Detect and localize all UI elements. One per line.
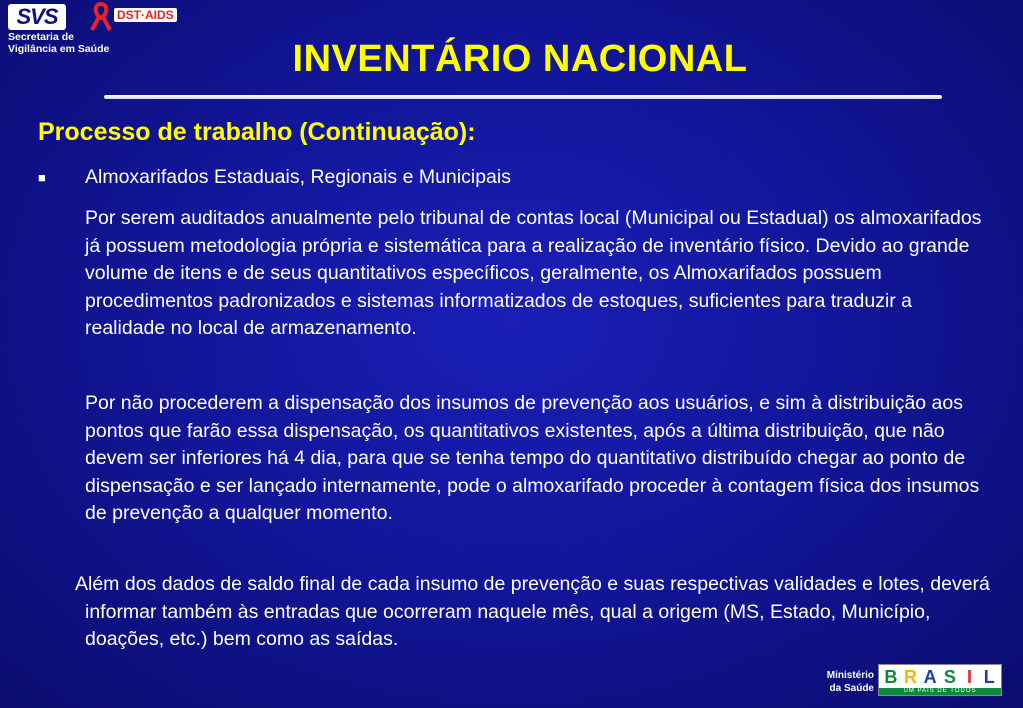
dst-aids-label: DST·AIDS bbox=[114, 8, 177, 22]
svs-logo-mark: SVS bbox=[8, 4, 66, 30]
paragraph-3: Além dos dados de saldo final de cada insumo de prevenção e suas respectivas validades e lotes, deverá informar também às entradas que ocorreram naquele mês, qual a origem (MS, Estado, Município, doações, etc.) bem como as saídas. bbox=[75, 573, 990, 650]
square-bullet-icon: ■ bbox=[38, 170, 46, 185]
brasil-letter: I bbox=[967, 667, 973, 687]
ministry-label bbox=[808, 669, 874, 695]
brasil-letter: S bbox=[943, 667, 956, 687]
paragraph-2: Por não procederem a dispensação dos insumos de prevenção aos usuários, e sim à distribuição aos pontos que farão essa dispensação, os quantitativos existentes, após a última distribuição, que não devem ser inferiores há 4 dia, para que se tenha tempo do quantitativo distribuído chegar ao ponto de dispensação e ser lançado internamente, pode o almoxarifado proceder à contagem física dos insumos de prevenção a qualquer momento. bbox=[85, 392, 980, 524]
brasil-letter: B bbox=[884, 667, 898, 687]
bullet-text: Almoxarifados Estaduais, Regionais e Municipais bbox=[85, 166, 511, 188]
paragraph-1: Por serem auditados anualmente pelo tribunal de contas local (Municipal ou Estadual) os almoxarifados já possuem metodologia própria e sistemática para a realização de inventário físico. Devido ao grande volume de itens e de seus quantitativos específicos, geralmente, os Almoxarifados possuem procedimentos padronizados e sistemas informatizados de estoques, suficientes para traduzir a realidade no local de armazenamento. bbox=[85, 207, 982, 339]
svs-subtitle-line1: Secretaria de bbox=[8, 31, 74, 43]
title-divider bbox=[104, 95, 942, 99]
red-ribbon-icon bbox=[88, 2, 114, 32]
svs-subtitle-line2: Vigilância em Saúde bbox=[8, 43, 110, 55]
ministry-line2: da Saúde bbox=[829, 683, 874, 694]
brasil-tagline: UM PAÍS DE TODOS bbox=[879, 688, 1001, 695]
page-title: INVENTÁRIO NACIONAL bbox=[292, 38, 748, 80]
brasil-letter: A bbox=[923, 667, 937, 687]
brasil-letter: L bbox=[983, 667, 995, 687]
dst-aids-logo bbox=[88, 2, 184, 32]
section-subtitle: Processo de trabalho (Continuação): bbox=[38, 118, 476, 146]
brasil-government-logo bbox=[878, 664, 1002, 696]
brasil-letter: R bbox=[904, 667, 917, 687]
ministry-line1: Ministério bbox=[826, 670, 874, 681]
